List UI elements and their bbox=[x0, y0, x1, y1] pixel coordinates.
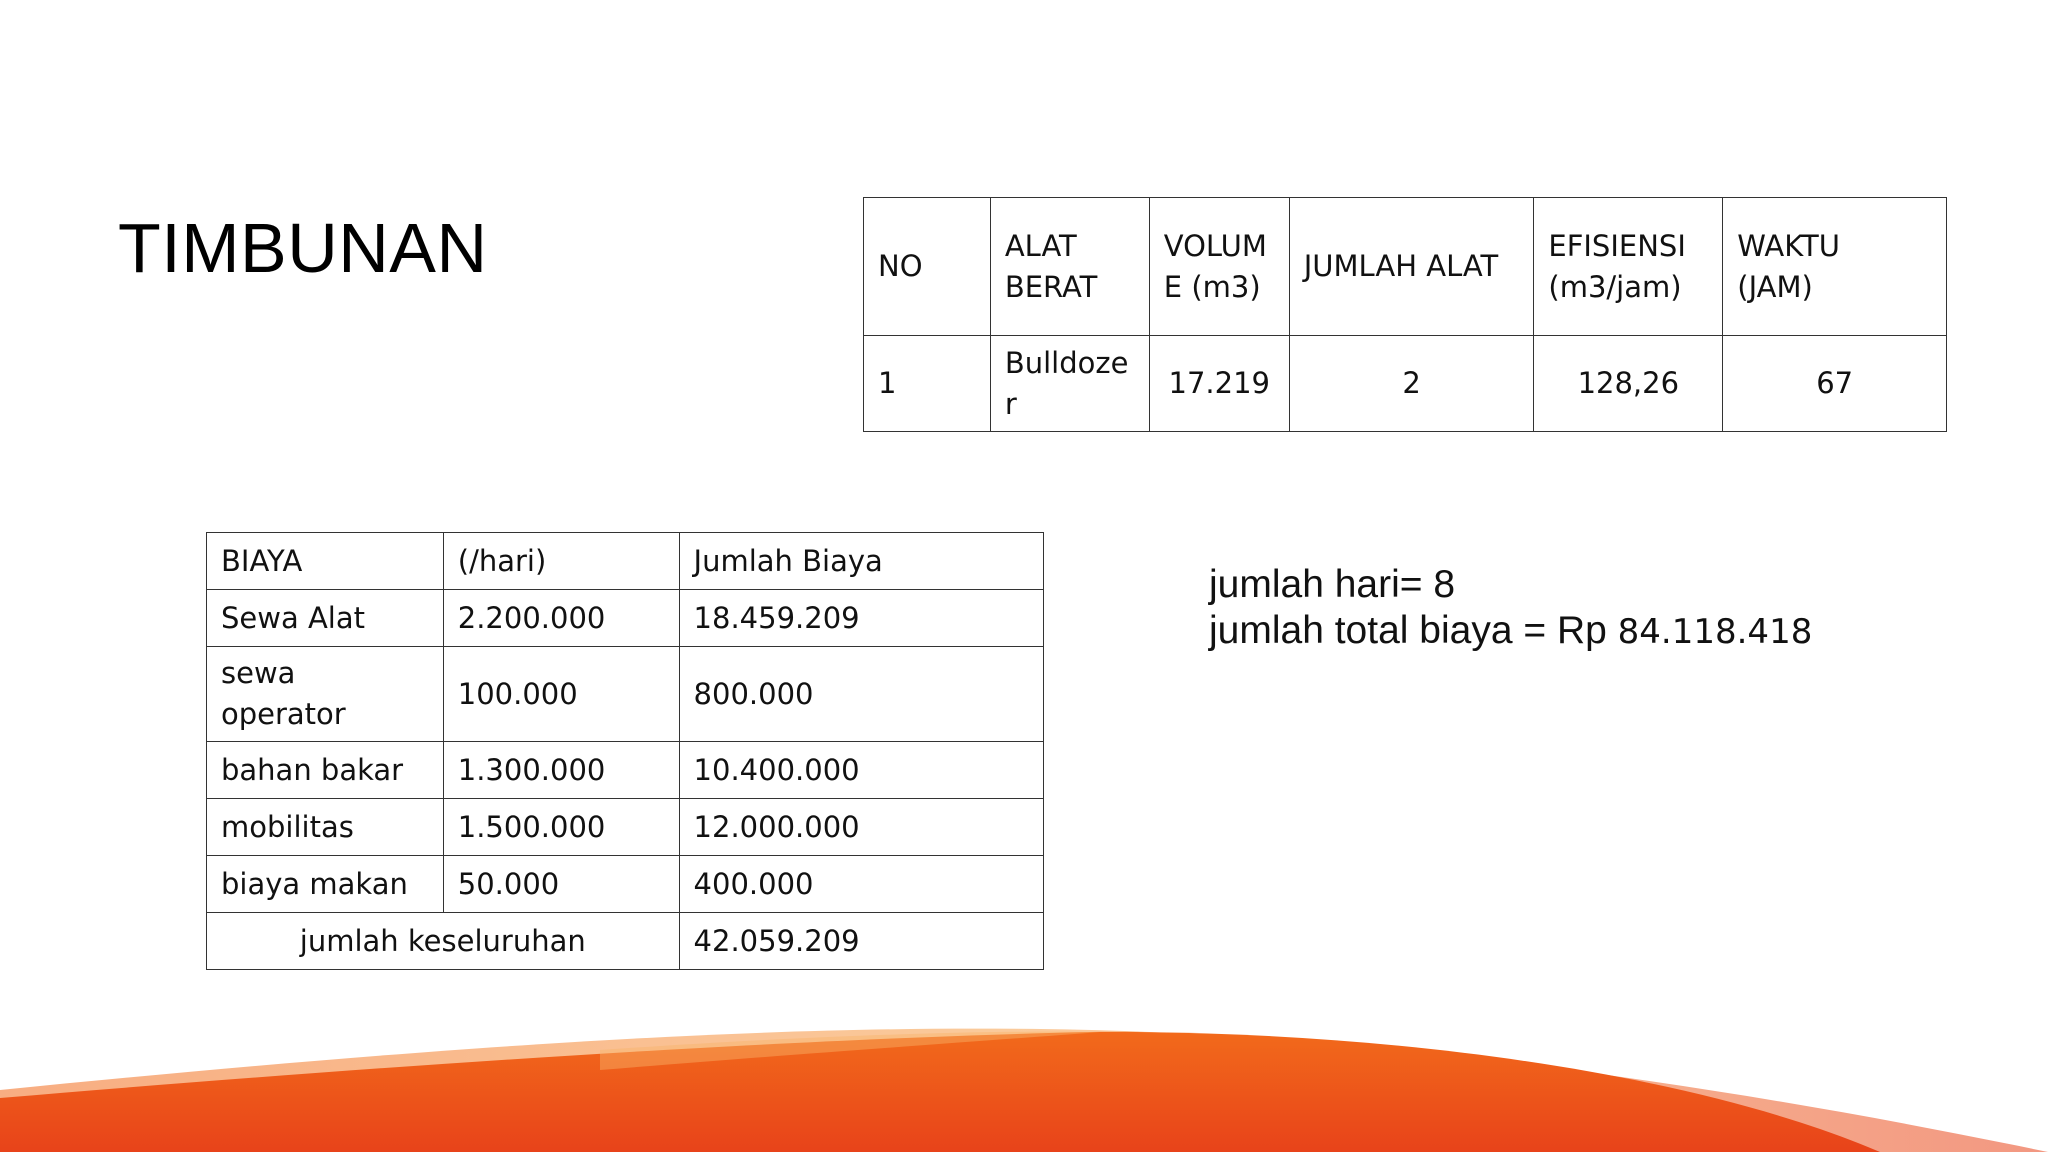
table-row bbox=[207, 742, 1044, 799]
cell-item: mobilitas bbox=[207, 799, 444, 856]
cell-per-hari: 100.000 bbox=[443, 647, 679, 742]
header-jumlah-biaya: Jumlah Biaya bbox=[679, 533, 1043, 590]
total-biaya bbox=[1209, 608, 1812, 655]
header-jumlah-alat: JUMLAH ALAT bbox=[1289, 198, 1534, 336]
total-row bbox=[207, 913, 1044, 970]
summary-text bbox=[1209, 562, 1812, 655]
table-row bbox=[207, 799, 1044, 856]
cell-jumlah: 12.000.000 bbox=[679, 799, 1043, 856]
cell-per-hari: 1.300.000 bbox=[443, 742, 679, 799]
cell-volume: 17.219 bbox=[1149, 336, 1289, 432]
cost-header-row bbox=[207, 533, 1044, 590]
wave-front bbox=[0, 1032, 1880, 1152]
table-row bbox=[207, 647, 1044, 742]
cell-item: biaya makan bbox=[207, 856, 444, 913]
cell-jumlah: 800.000 bbox=[679, 647, 1043, 742]
header-biaya: BIAYA bbox=[207, 533, 444, 590]
total-label: jumlah keseluruhan bbox=[207, 913, 680, 970]
cell-item: Sewa Alat bbox=[207, 590, 444, 647]
cell-item: bahan bakar bbox=[207, 742, 444, 799]
header-no: NO bbox=[864, 198, 991, 336]
cell-alat-berat: Bulldoze r bbox=[990, 336, 1149, 432]
cell-per-hari: 50.000 bbox=[443, 856, 679, 913]
equipment-header-row bbox=[864, 198, 1947, 336]
cell-jumlah: 400.000 bbox=[679, 856, 1043, 913]
header-volume: VOLUM E (m3) bbox=[1149, 198, 1289, 336]
table-row bbox=[207, 856, 1044, 913]
cell-efisiensi: 128,26 bbox=[1534, 336, 1723, 432]
equipment-table bbox=[863, 197, 1947, 432]
cell-jumlah: 10.400.000 bbox=[679, 742, 1043, 799]
cell-item: sewa operator bbox=[207, 647, 444, 742]
header-waktu: WAKTU (JAM) bbox=[1723, 198, 1947, 336]
cell-per-hari: 2.200.000 bbox=[443, 590, 679, 647]
cell-jumlah: 18.459.209 bbox=[679, 590, 1043, 647]
cell-no: 1 bbox=[864, 336, 991, 432]
total-biaya-label: jumlah total biaya = Rp bbox=[1209, 609, 1607, 652]
total-value: 42.059.209 bbox=[679, 913, 1043, 970]
total-biaya-value: 84.118.418 bbox=[1617, 612, 1813, 652]
cell-jumlah-alat: 2 bbox=[1289, 336, 1534, 432]
header-alat-berat: ALAT BERAT bbox=[990, 198, 1149, 336]
cell-per-hari: 1.500.000 bbox=[443, 799, 679, 856]
header-efisiensi: EFISIENSI (m3/jam) bbox=[1534, 198, 1723, 336]
header-per-hari: (/hari) bbox=[443, 533, 679, 590]
slide-title: TIMBUNAN bbox=[118, 209, 488, 287]
table-row bbox=[207, 590, 1044, 647]
cost-table bbox=[206, 532, 1044, 970]
jumlah-hari: jumlah hari= 8 bbox=[1209, 563, 1456, 606]
decorative-wave bbox=[0, 980, 2048, 1152]
cell-waktu: 67 bbox=[1723, 336, 1947, 432]
table-row bbox=[864, 336, 1947, 432]
